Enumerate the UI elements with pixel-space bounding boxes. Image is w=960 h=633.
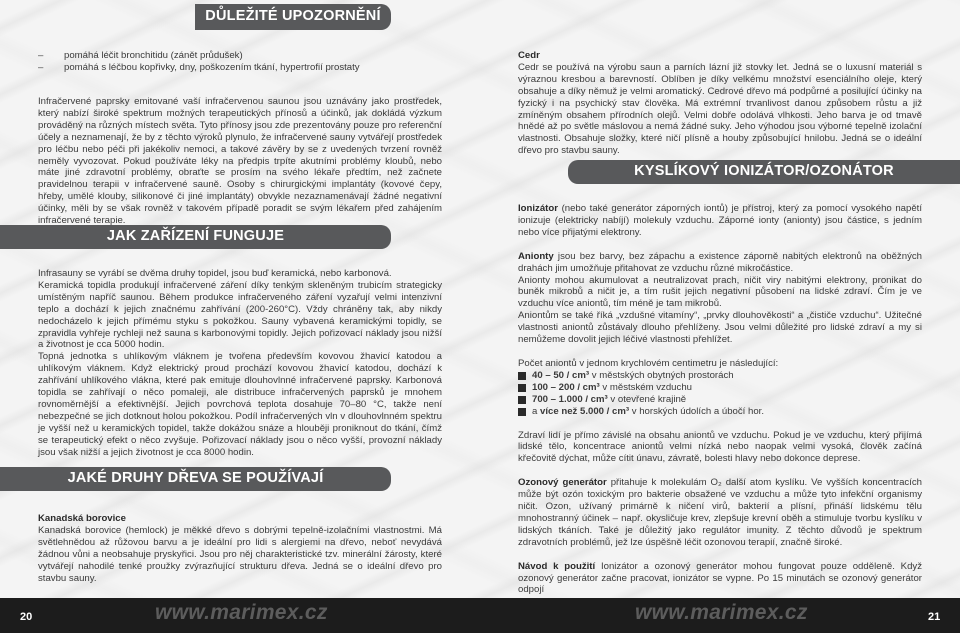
left-column [38,50,442,74]
cedar-section [518,50,922,157]
how-it-works-section [38,268,442,459]
count-suffix: v otevřené krajině [607,393,687,405]
ionizer-paragraph [518,203,922,239]
cedar-text: Cedr se používá na výrobu saun a parních lázní již stovky let. Jedná se o luxusní materiál s výraznou kresbou a barevností. Oblíben je díky velkému množství esenciálního oleje, který obsahuje a díky němuž je velmi aromatický. Cedrové dřevo má podpůrné a posilující účinky na fyzický i na psychický stav člověka. Má extrémní trvanlivost danou způsobem růstu a již zmíněným obsahem přírodních olejů. Velmi dobře odolává vlhkosti. Jeho barva je od tmavě hnědé až po světle máslovou a nemá žádné suky. Jeho výhodou jsou výborné tepelně izolační vlastnosti. Obsahuje složky, které ničí plísně a houby způsobující hnilobu. Jedná se o ideální dřevo pro stavbu sauny. [518,61,922,157]
anion-count-list [518,370,922,418]
infrared-intro-paragraph: Infračervené paprsky emitované vaší infračervenou saunou jsou uznávány jako prostředek, který nabízí široké spektrum možných terapeutických přínosů a účinků, jak dokládá výzkum prováděný na různých místech světa. Tyto přínosy jsou zde prezentovány pouze pro referenční účely a neznamenají, že by z těchto výroků plynulo, že infračervené sauny vytvářejí prostředek pro léčbu nebo péči při jakékoliv nemoci, a takové závěry by se z uvedených tvrzení rovněž neměly vyvozovat. Pokud používáte léky na předpis trpíte akutními problémy kloubů, nebo máte jiné zdravotní problémy, obraťte se prosím na svého lékaře předtím, než začnete pravidelnou terapii v infračervené sauně. Osoby s chirurgickými implantáty (kovové čepy, hřeby, umělé klouby, silikonové či jiné implantáty) obvykle nezaznamenávají žádné negativní účinky, měli by se však rovněž v takovém případě poradit se svým lékařem před zahájením infračervené terapie. [38,96,442,227]
wood-section [38,513,442,584]
list-item-text: pomáhá léčit bronchitidu (zánět průdušek) [64,50,243,61]
anion-count-intro: Počet aniontů v jednom krychlovém centimetru je následující: [518,357,779,369]
ionizer-term: Ionizátor [518,203,558,214]
square-bullet-icon [518,408,526,416]
anions-term: Anionty [518,250,554,262]
list-item [38,62,442,74]
usage-term: Návod k použití [518,560,596,572]
count-suffix: v městském vzduchu [599,381,692,393]
anions-paragraph-2: Anionty mohou akumulovat a neutralizovat prach, ničit viry nabitými elektrony, pronikat do buněk mikrobů a ničit je, a tím rušit jejich negativní působení na lidské zdraví. Čím je ve vzduchu více aniontů, tím méně je tam mikrobů. [518,274,922,310]
heaters-intro: Infrasauny se vyrábí se dvěma druhy topidel, jsou buď keramická, nebo karbonová. [38,268,392,279]
count-value: 40 – 50 / cm³ [532,369,590,381]
count-value: 100 – 200 / cm³ [532,381,600,393]
page-footer [0,598,960,633]
carbon-heaters-paragraph: Topná jednotka s uhlíkovým vláknem je tvořena především kovovou žhavicí katodou a uhlíkovým vláknem. Když elektrický proud prochází kovovou žhavicí katodou, dochází k zahřívání uhlíkového vlákna, které pak emituje dlouhovlnné infračervené paprsky. Karbonová topidla se zahřívají o něco pomaleji, ale distribuce infračervených paprsků je mnohem rovnoměrnější a efektivnější. Jejich povrchová teplota dosahuje 70–80 °C, takže není nebezpečné se jich dotknout holou pokožkou. Podíl infračervených vln v dlouhovlnném spektru je vyšší než u keramických topidel, takže dokážou snáze a hlouběji proniknout do tkání, čímž se terapeutický efekt o něco zvyšuje. Pořizovací náklady jsou o něco vyšší, provozní náklady jsou však nižší a jejich životnost je cca 8000 hodin. [38,351,442,458]
dash-marker: – [38,61,44,73]
banner-wood-types: JAKÉ DRUHY DŘEVA SE POUŽÍVAJÍ [0,467,391,491]
count-value: 700 – 1.000 / cm³ [532,393,608,405]
square-bullet-icon [518,396,526,404]
anions-paragraph [518,251,922,275]
banner-how-it-works: JAK ZAŘÍZENÍ FUNGUJE [0,225,391,249]
banner-ionizer: KYSLÍKOVÝ IONIZÁTOR/OZONÁTOR [568,160,960,184]
left-page-number: 20 [20,611,33,623]
square-bullet-icon [518,384,526,392]
ozone-text: přitahuje k molekulám O₂ další atom kyslíku. Ve vyšších koncentracích může být ozón toxickým pro bakterie obsažené ve vzduchu a může tyto infekční organismy ničit. Ozon, užívaný primárně k ničení virů, bakterií a plísní, přináší lidskému tělu mnohostranný účinek – např. okysličuje krev, zlepšuje krevní oběh a stimuluje tvorbu kyslíku v lidských tkáních. Také je důležitý jako regulátor imunity. Z těchto důvodů je spektrum zdravotních problémů, jež lze úspěšně léčit ozonovou terapií, značně široké. [518,477,922,548]
list-item-text: pomáhá s léčbou kopřivky, dny, poškozením tkání, hypertrofií prostaty [64,61,360,73]
ozone-paragraph [518,477,922,548]
list-item [38,50,442,62]
usage-paragraph [518,561,922,597]
cedar-title: Cedr [518,50,540,61]
count-suffix: v horských údolích a úbočí hor. [629,405,764,417]
banner-important: DŮLEŽITÉ UPOZORNĚNÍ [195,4,391,30]
count-value: více než 5.000 / cm³ [540,405,630,417]
list-item [518,394,922,406]
right-page-number: 21 [928,611,941,623]
health-paragraph: Zdraví lidí je přímo závislé na obsahu aniontů ve vzduchu. Pokud je ve vzduchu, který přijímá lidské tělo, koncentrace aniontů velmi nízká nebo naopak velmi vysoká, člověk začíná křečovitě dýchat, může cítit únavu, závratě, bolesti hlavy nebo dokonce deprese. [518,429,922,465]
ionizer-text: (nebo také generátor záporných iontů) je přístroj, který za pomocí vysokého napětí ionizuje (elektricky nabíjí) molekuly vzduchu. Záporné ionty (anionty) jsou částice, s jedním nebo více přijatými elektrony. [518,203,922,238]
list-item [518,370,922,382]
dash-marker: – [38,50,44,61]
ozone-term: Ozonový generátor [518,477,607,489]
square-bullet-icon [518,372,526,380]
count-prefix: a [532,405,541,417]
count-suffix: v městských obytných prostorách [589,369,734,381]
anions-text: jsou bez barvy, bez zápachu a existence záporně nabitých elektronů na oběžných drahách jim umožňuje přitahovat ze vzduchu různé mikročástice. [518,250,922,274]
website-link-left[interactable]: www.marimex.cz [155,601,328,624]
list-item [518,382,922,394]
anions-paragraph-3: Aniontům se také říká „vzdušné vitamíny“, „prvky dlouhověkosti“ a „čističe vzduchu“. Užitečné vlastnosti aniontů zůstávaly dlouho přehlíženy. Jsou velmi důležité pro lidské zdraví a my si nemůžeme dovolit jejich léčivé vlastnosti přehlížet. [518,310,922,346]
ionizer-section [518,203,922,596]
usage-text: Ionizátor a ozonový generátor mohou fungovat pouze odděleně. Když ozonový generátor začne pracovat, ionizátor se vypne. Po 15 minutách se ozonový generátor odpojí [518,560,922,596]
website-link-right[interactable]: www.marimex.cz [635,601,808,624]
kanadska-text: Kanadská borovice (hemlock) je měkké dřevo s dobrými tepelně-izolačními vlastnostmi. Má světlehnědou až růžovou barvu a je ideální pro lidi s alergiemi na dřevo, neboť nevydává žádnou vůni a neobsahuje pryskyřici. Jsou pro něj charakteristické tzv. minerální žárosty, které vytvářejí nahodilé tenké proužky zvýrazňující strukturu dřeva. Jedná se o ideální dřevo pro stavbu sauny. [38,524,442,584]
kanadska-title: Kanadská borovice [38,513,126,524]
list-item [518,406,922,418]
ceramic-heaters-paragraph: Keramická topidla produkují infračervené záření díky tenkým skleněným trubicím strategicky umístěným napříč saunou. Během produkce infračerveného záření vyzařují velmi intenzivní teplo a dochází k jejich značnému zahřívání (200-260°C). Vždy chráněny tak, aby nikdy nedocházelo k jejich přímému styku s pokožkou. Sauny vybavená keramickými topidly, se zpravidla vyhřeje rychleji než sauna s karbonovými topidly. Jejich pořizovací náklady jsou nižší a životnost je cca 5000 hodin. [38,279,442,351]
benefit-list [38,50,442,74]
